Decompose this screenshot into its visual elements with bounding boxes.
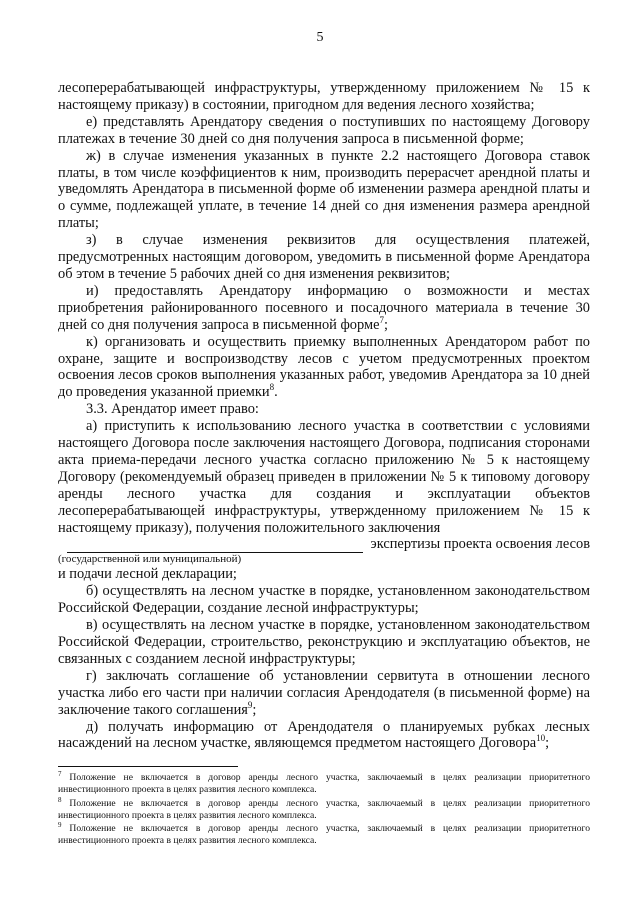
paragraph-i: и) предоставлять Арендатору информацию о возможности и местах приобретения районированного посевного и посадочного материала в течение 30 дней со дня получения запроса в письменной форме$^7$; — [58, 282, 590, 333]
paragraph-continuation-2: и подачи лесной декларации; — [58, 566, 237, 583]
paragraph-e: е) представлять Арендатору сведения о поступивших по настоящему Договору платежах в течение 30 дней со дня получения запроса в письменной форме; — [58, 113, 590, 147]
document-body — [58, 80, 590, 752]
footnote-ref: 8 — [269, 382, 275, 393]
paragraph-k: к) организовать и осуществить приемку выполненных Арендатором работ по охране, защите и воспроизводству лесов с учетом предусмотренных проектом освоения лесов сроков выполнения указанных работ, уведомив Арендатора за 10 дней до проведения указанной приемки$^8$. — [58, 333, 590, 401]
fill-in-line: экспертизы проекта освоения лесов — [58, 536, 590, 553]
paragraph-continuation: лесоперерабатывающей инфраструктуры, утвержденному приложением № 15 к настоящему приказу) в состоянии, пригодном для ведения лесного хозяйства; — [58, 80, 590, 113]
footnote-item: $^9$ Положение не включается в договор аренды лесного участка, заключаемый в целях реализации приоритетного инвестиционного проекта в целях развития лесного комплекса. — [58, 821, 591, 847]
paragraph-zh: ж) в случае изменения указанных в пункте 2.2 настоящего Договора ставок платы, в том числе коэффициентов к ним, производить перерасчет арендной платы и уведомлять Арендатора в письменной форме об изменении размера арендной платы и о сумме, подлежащей уплате, в течение 14 дней со дня изменения размера арендной платы; — [58, 147, 590, 232]
paragraph-z: з) в случае изменения реквизитов для осуществления платежей, предусмотренных настоящим договором, уведомить в письменной форме Арендатора об этом в течение 5 рабочих дней со дня изменения реквизитов; — [58, 232, 590, 282]
footnote-ref: 10 — [536, 733, 546, 744]
paragraph-v: в) осуществлять на лесном участке в порядке, установленном законодательством Российской Федерации, строительство, реконструкцию и эксплуатацию объектов, не связанных с созданием лесной инфраструктуры; — [58, 617, 590, 667]
paragraph-g: г) заключать соглашение об установлении сервитута в отношении лесного участка либо его части при наличии согласия Арендодателя (в письменной форме) на заключение такого соглашения$^9$; — [58, 667, 590, 718]
paragraph-a: а) приступить к использованию лесного участка в соответствии с условиями настоящего Договора после заключения настоящего Договора, подписания сторонами акта приема-передачи лесного участка согласно приложению № 5 к настоящему Договору (рекомендуемый образец приведен в приложении № 5 к типовому договору аренды лесного участка для создания и эксплуатации объектов лесоперерабатывающей инфраструктуры, утвержденному приложением № 15 к настоящему приказу), получения положительного заключения — [58, 418, 590, 536]
footnote-item: $^7$ Положение не включается в договор аренды лесного участка, заключаемый в целях реализации приоритетного инвестиционного проекта в целях развития лесного комплекса. — [58, 769, 591, 796]
blank-field-note: (государственной или муниципальной) — [58, 553, 242, 566]
footnote-separator — [58, 766, 238, 767]
page-number: 5 — [316, 30, 324, 45]
paragraph-b: б) осуществлять на лесном участке в порядке, установленном законодательством Российской Федерации, создание лесной инфраструктуры; — [58, 583, 590, 617]
footnote-ref: 7 — [379, 314, 384, 325]
footnote-ref: 9 — [247, 699, 253, 710]
footnote-item: $^8$ Положение не включается в договор аренды лесного участка, заключаемый в целях реализации приоритетного инвестиционного проекта в целях развития лесного комплекса. — [58, 795, 591, 821]
section-heading-3-3: 3.3. Арендатор имеет право: — [86, 401, 259, 418]
paragraph-d: д) получать информацию от Арендодателя о планируемых рубках лесных насаждений на лесном участке, являющемся предметом настоящего Договора$^{10}$; — [58, 718, 590, 752]
footnotes — [58, 769, 591, 849]
blank-field[interactable] — [67, 540, 363, 553]
